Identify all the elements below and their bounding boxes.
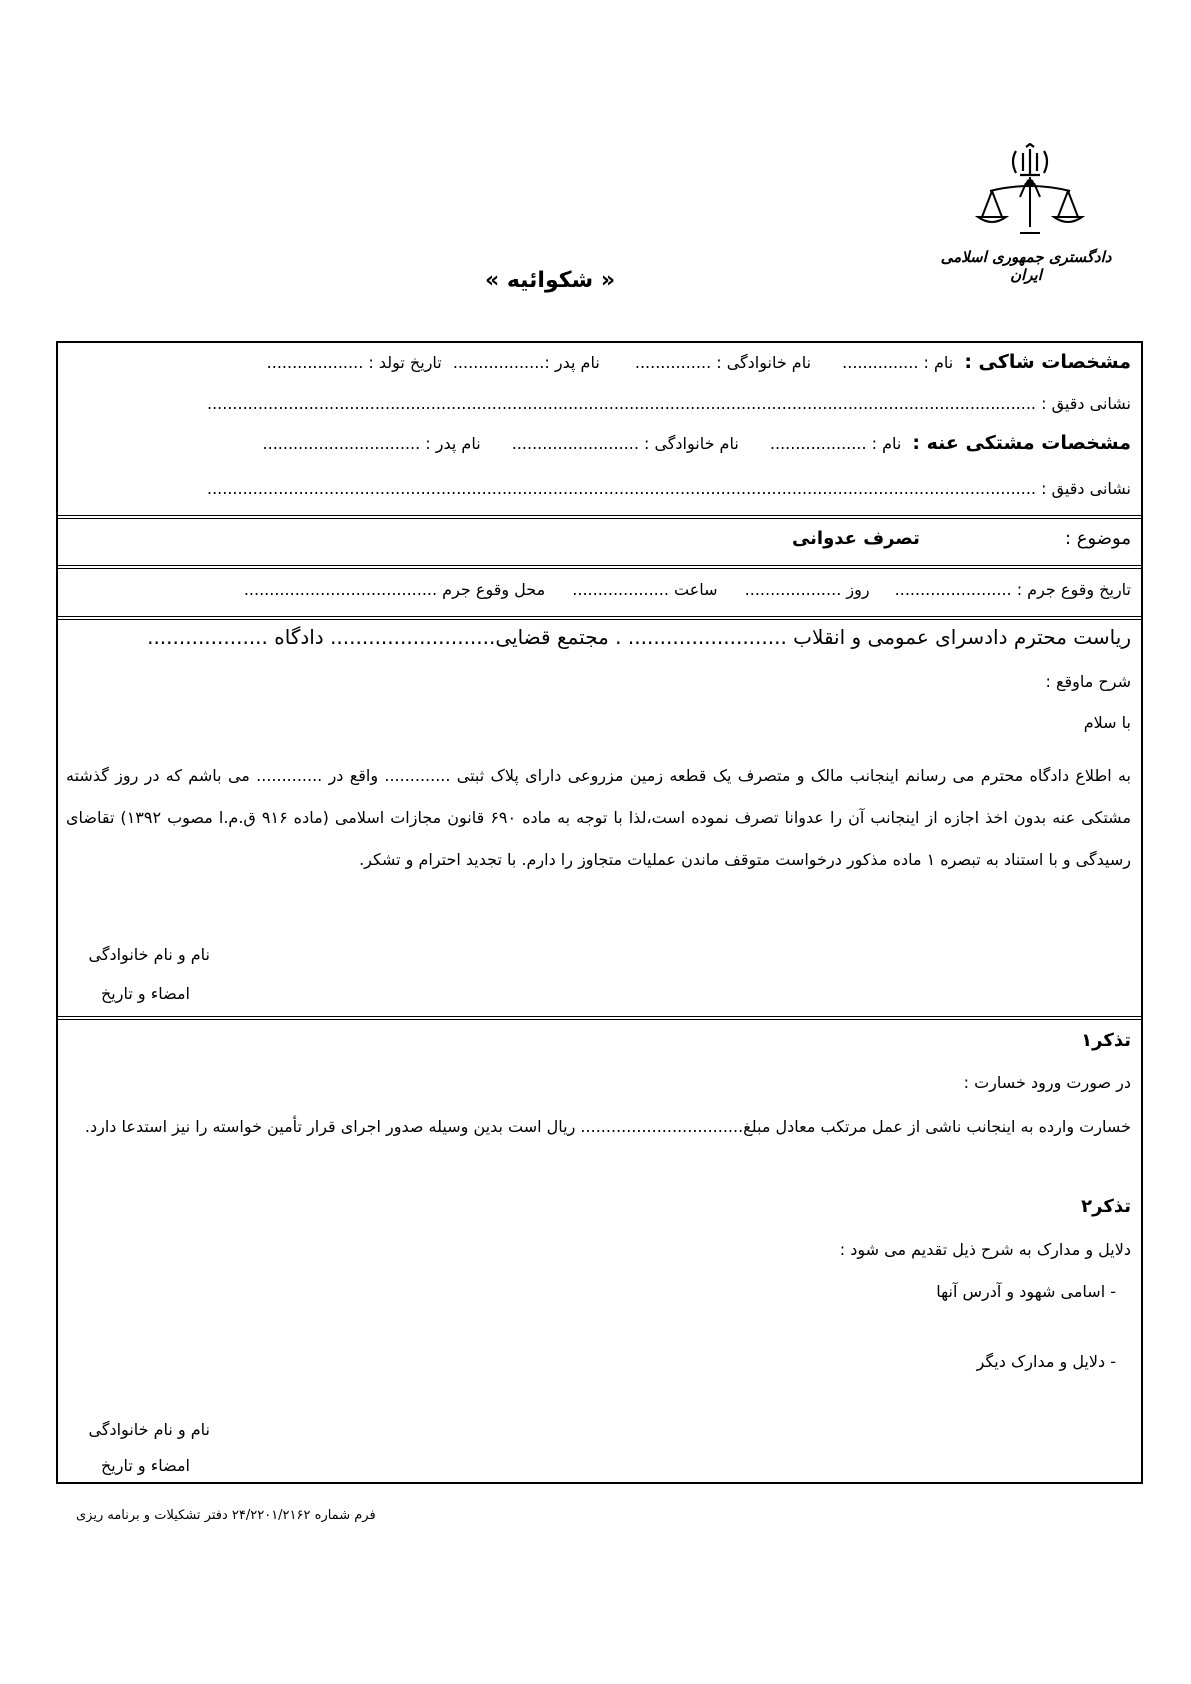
crime-date-field[interactable]: تاریخ وقوع جرم : ....................... [894,580,1131,599]
address-label: نشانی دقیق : [1041,394,1131,413]
note1-body: خسارت وارده به اینجانب ناشی از عمل مرتکب معادل مبلغ................................ ریال است بدین وسیله صدور اجرای قرار تأمین خواسته را نیز استدعا دارد. [84,1117,1131,1136]
complainant-family-field[interactable]: نام خانوادگی : ............... [634,353,812,372]
crime-day-field[interactable]: روز ................... [744,580,870,599]
form-number-footer: فرم شماره ۲۴/۲۲۰۱/۲۱۶۲ دفتر تشکیلات و برنامه ریزی [76,1508,376,1523]
addressee: ریاست محترم دادسرای عمومی و انقلاب ......................... . مجتمع قضایی.......................... دادگاه ................... [147,625,1131,649]
complainant-address-field[interactable]: ................................................................................................................................................................... [206,394,1036,413]
note2-title: تذکر۲ [1081,1196,1131,1217]
crime-details-row [66,580,1131,599]
crime-hour-field[interactable]: ساعت ................... [572,580,718,599]
page-title: « شکوائیه » [484,268,616,293]
description-label: شرح ماوقع : [1045,672,1131,691]
note1-title: تذکر۱ [1081,1030,1131,1051]
signature-sign-label: امضاء و تاریخ [100,984,190,1003]
divider [56,565,1143,569]
judiciary-name: دادگستری جمهوری اسلامی ایران [940,248,1112,284]
complainant-name-field[interactable]: نام : ............... [842,353,954,372]
description-body: به اطلاع دادگاه محترم می رسانم اینجانب مالک و متصرف یک قطعه زمین مزروعی دارای پلاک ثبتی ............. واقع در ............. می باشم که در روز گذشته مشتکی عنه بدون اخذ اجازه از اینجانب آن را عدوانا تصرف نموده است،لذا با توجه به ماده ۶۹۰ قانون مجازات اسلامی (ماده ۹۱۶ ق.م.ا مصوب ۱۳۹۲) تقاضای رسیدگی و با استناد به تبصره ۱ ماده مذکور درخواست متوقف ماندن عملیات متجاوز را دارم. با تجدید احترام و تشکر. [66,766,1132,869]
complainant-row [66,351,1131,373]
signature-name-label: نام و نام خانوادگی [88,945,210,964]
complainant-father-field[interactable]: نام پدر :.................. [452,353,600,372]
note1-intro: در صورت ورود خسارت : [963,1073,1131,1092]
complainant-address-row [66,394,1131,413]
address-label: نشانی دقیق : [1041,479,1131,498]
note2-intro: دلایل و مدارک به شرح ذیل تقدیم می شود : [839,1240,1131,1259]
defendant-address-field[interactable]: ................................................................................................................................................................... [206,479,1036,498]
defendant-name-field[interactable]: نام : ................... [769,434,902,453]
complainant-heading: مشخصات شاکی : [964,351,1131,373]
defendant-heading: مشخصات مشتکی عنه : [912,432,1131,454]
divider [56,616,1143,620]
signature-sign-label: امضاء و تاریخ [100,1456,190,1475]
defendant-row [66,432,1131,454]
form-frame [56,341,1143,1484]
signature-name-label: نام و نام خانوادگی [88,1420,210,1439]
note2-item-witnesses: - اسامی شهود و آدرس آنها [936,1282,1116,1301]
judiciary-emblem-icon [970,143,1090,243]
complainant-birth-field[interactable]: تاریخ تولد : ................... [266,353,442,372]
subject-row [66,528,1131,549]
note2-item-evidence: - دلایل و مدارک دیگر [976,1352,1116,1371]
subject-value: تصرف عدوانی [791,528,920,549]
divider [56,515,1143,519]
defendant-address-row [66,479,1131,498]
subject-label: موضوع : [1064,528,1131,549]
greeting: با سلام [1083,713,1131,732]
divider [56,1016,1143,1020]
crime-place-field[interactable]: محل وقوع جرم ...................................... [243,580,546,599]
defendant-father-field[interactable]: نام پدر : ............................... [262,434,481,453]
defendant-family-field[interactable]: نام خانوادگی : ......................... [511,434,739,453]
